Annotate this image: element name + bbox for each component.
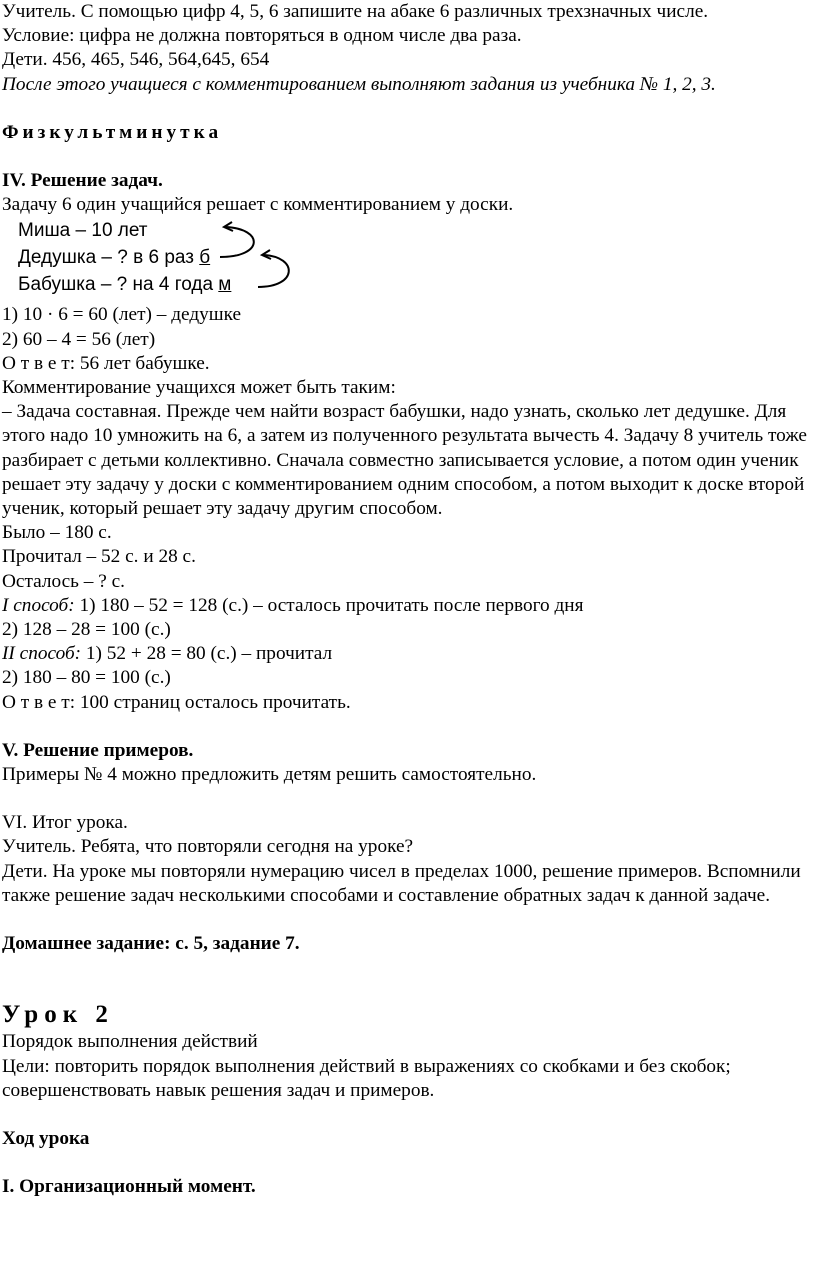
lesson-2-goals: Цели: повторить порядок выполнения действий в выражениях со скобками и без скобок; совершенствовать навык решения задач и примеров. <box>2 1055 731 1101</box>
heading-section-5: V. Решение примеров. <box>2 739 194 761</box>
heading-section-6: VI. Итог урока. <box>2 812 128 834</box>
task8-method-1-step-2: 2) 128 – 28 = 100 (с.) <box>2 619 171 641</box>
heading-org-moment: I. Организационный момент. <box>2 1176 256 1198</box>
homework: Домашнее задание: с. 5, задание 7. <box>2 933 300 955</box>
document-page <box>2 0 814 1199</box>
task-scheme-diagram <box>2 219 814 303</box>
scheme-row-dedushka: Дедушка – ? в 6 раз б <box>18 247 211 269</box>
task8-condition-was: Было – 180 с. <box>2 522 112 544</box>
paragraph-children-summary: Дети. На уроке мы повторяли нумерацию чисел в пределах 1000, решение примеров. Вспомнили также решение задач несколькими способами и составление обратных задач к данной задаче. <box>2 860 801 906</box>
task8-condition-left: Осталось – ? с. <box>2 570 126 592</box>
task8-method-2-step-2: 2) 180 – 80 = 100 (с.) <box>2 667 171 689</box>
heading-fizkultminutka: Физкультминутка <box>2 121 223 143</box>
paragraph-teacher-task: Учитель. С помощью цифр 4, 5, 6 запишите на абаке 6 различных трехзначных числе. <box>2 1 709 22</box>
task8-condition-read: Прочитал – 52 с. и 28 с. <box>2 546 196 568</box>
paragraph-children-answer: Дети. 456, 465, 546, 564,645, 654 <box>2 49 270 71</box>
paragraph-textbook-tasks: После этого учащиеся с комментированием выполняют задания из учебника № 1, 2, 3. <box>2 73 716 95</box>
answer-task-8: О т в е т: 100 страниц осталось прочитать. <box>2 691 351 713</box>
paragraph-teacher-question: Учитель. Ребята, что повторяли сегодня на уроке? <box>2 836 414 858</box>
arrow-dedushka-babushka <box>258 255 289 287</box>
heading-section-4: IV. Решение задач. <box>2 170 163 192</box>
heading-lesson-course: Ход урока <box>2 1127 90 1149</box>
paragraph-examples: Примеры № 4 можно предложить детям решить самостоятельно. <box>2 764 537 786</box>
solution-step-2: 2) 60 – 4 = 56 (лет) <box>2 328 156 350</box>
solution-step-1: 1) 10 · 6 = 60 (лет) – дедушке <box>2 304 242 326</box>
paragraph-condition: Условие: цифра не должна повторяться в одном числе два раза. <box>2 25 522 47</box>
commentary-text: – Задача составная. Прежде чем найти возраст бабушки, надо узнать, сколько лет дедушке. Для этого надо 10 умножить на 6, а затем из полученного результата вычесть 4. Задачу 8 учитель тоже разбирает с детьми коллективно. Сначала совместно записывается условие, а потом один ученик решает эту задачу у доски с комментированием одним способом, а потом выходит к доске второй ученик, который решает эту задачу другим способом. <box>2 401 807 520</box>
commentary-heading: Комментирование учащихся может быть таким: <box>2 377 396 399</box>
task8-method-2-step-1: II способ: 1) 52 + 28 = 80 (с.) – прочитал <box>2 643 333 665</box>
lesson-2-title: Урок 2 <box>2 1001 114 1029</box>
scheme-row-misha: Миша – 10 лет <box>18 220 148 242</box>
arrow-misha-dedushka <box>220 227 254 257</box>
scheme-row-babushka: Бабушка – ? на 4 года м <box>18 274 232 296</box>
answer-task-6: О т в е т: 56 лет бабушке. <box>2 352 210 374</box>
lesson-2-topic: Порядок выполнения действий <box>2 1031 258 1053</box>
scheme-arrows <box>2 219 302 303</box>
paragraph-task-6: Задачу 6 один учащийся решает с комментированием у доски. <box>2 194 514 216</box>
task8-method-1-step-1: I способ: 1) 180 – 52 = 128 (с.) – осталось прочитать после первого дня <box>2 594 584 616</box>
